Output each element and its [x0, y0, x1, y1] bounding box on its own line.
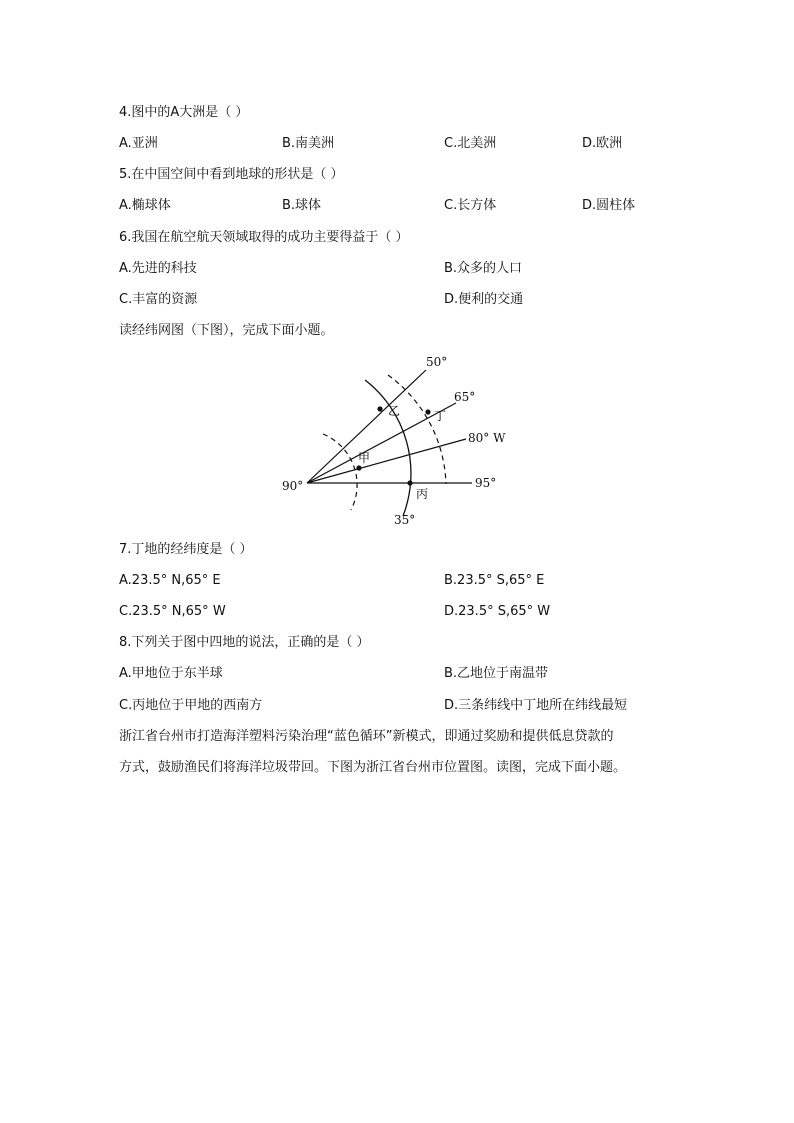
question-6-option-d: D.便利的交通 [444, 292, 524, 307]
question-5-option-a: A.椭球体 [119, 198, 171, 213]
question-6-stem: 6.我国在航空航天领域取得的成功主要得益于（ ） [119, 230, 409, 245]
label-origin-90: 90° [282, 479, 304, 493]
question-8-option-d: D.三条纬线中丁地所在纬线最短 [444, 698, 628, 713]
question-6-option-b: B.众多的人口 [444, 261, 523, 276]
passage-line-1: 浙江省台州市打造海洋塑料污染治理“蓝色循环”新模式，即通过奖励和提供低息贷款的 [119, 729, 614, 744]
question-8-option-c: C.丙地位于甲地的西南方 [119, 698, 263, 713]
passage-line-2: 方式，鼓励渔民们将海洋垃圾带回。下图为浙江省台州市位置图。读图，完成下面小题。 [119, 760, 627, 775]
label-lon-95: 95° [475, 476, 497, 490]
question-4-option-d: D.欧洲 [582, 136, 623, 151]
label-lon-65: 65° [454, 390, 476, 404]
question-4-option-b: B.南美洲 [282, 136, 335, 151]
label-jia: 甲 [358, 451, 371, 465]
question-5-option-d: D.圆柱体 [582, 198, 636, 213]
question-7-option-a: A.23.5° N,65° E [119, 573, 221, 588]
question-8-option-b: B.乙地位于南温带 [444, 666, 549, 681]
label-lon-80w: 80° W [468, 431, 506, 445]
label-yi: 乙 [388, 404, 401, 418]
question-7-option-d: D.23.5° S,65° W [444, 604, 551, 619]
latitude-longitude-diagram [276, 350, 516, 530]
question-8-stem: 8.下列关于图中四地的说法，正确的是（ ） [119, 635, 370, 650]
point-bing [407, 480, 412, 485]
label-bing: 丙 [416, 487, 429, 501]
question-6-option-a: A.先进的科技 [119, 261, 197, 276]
point-yi [377, 406, 382, 411]
question-7-option-b: B.23.5° S,65° E [444, 573, 545, 588]
diagram-intro: 读经纬网图（下图），完成下面小题。 [119, 323, 334, 338]
question-5-option-b: B.球体 [282, 198, 322, 213]
label-lon-50: 50° [426, 355, 448, 369]
question-7-option-c: C.23.5° N,65° W [119, 604, 226, 619]
question-4-option-a: A.亚洲 [119, 136, 158, 151]
question-8-option-a: A.甲地位于东半球 [119, 666, 223, 681]
point-jia [356, 465, 361, 470]
point-ding [425, 409, 430, 414]
question-7-stem: 7.丁地的经纬度是（ ） [119, 542, 253, 557]
question-5-stem: 5.在中国空间中看到地球的形状是（ ） [119, 167, 344, 182]
label-ding: 丁 [434, 409, 447, 423]
parallel-outer-dashed [388, 375, 446, 484]
question-4-stem: 4.图中的A大洲是（ ） [119, 105, 249, 120]
question-6-option-c: C.丰富的资源 [119, 292, 198, 307]
question-4-option-c: C.北美洲 [444, 136, 497, 151]
question-5-option-c: C.长方体 [444, 198, 497, 213]
label-lat-35: 35° [394, 513, 416, 527]
